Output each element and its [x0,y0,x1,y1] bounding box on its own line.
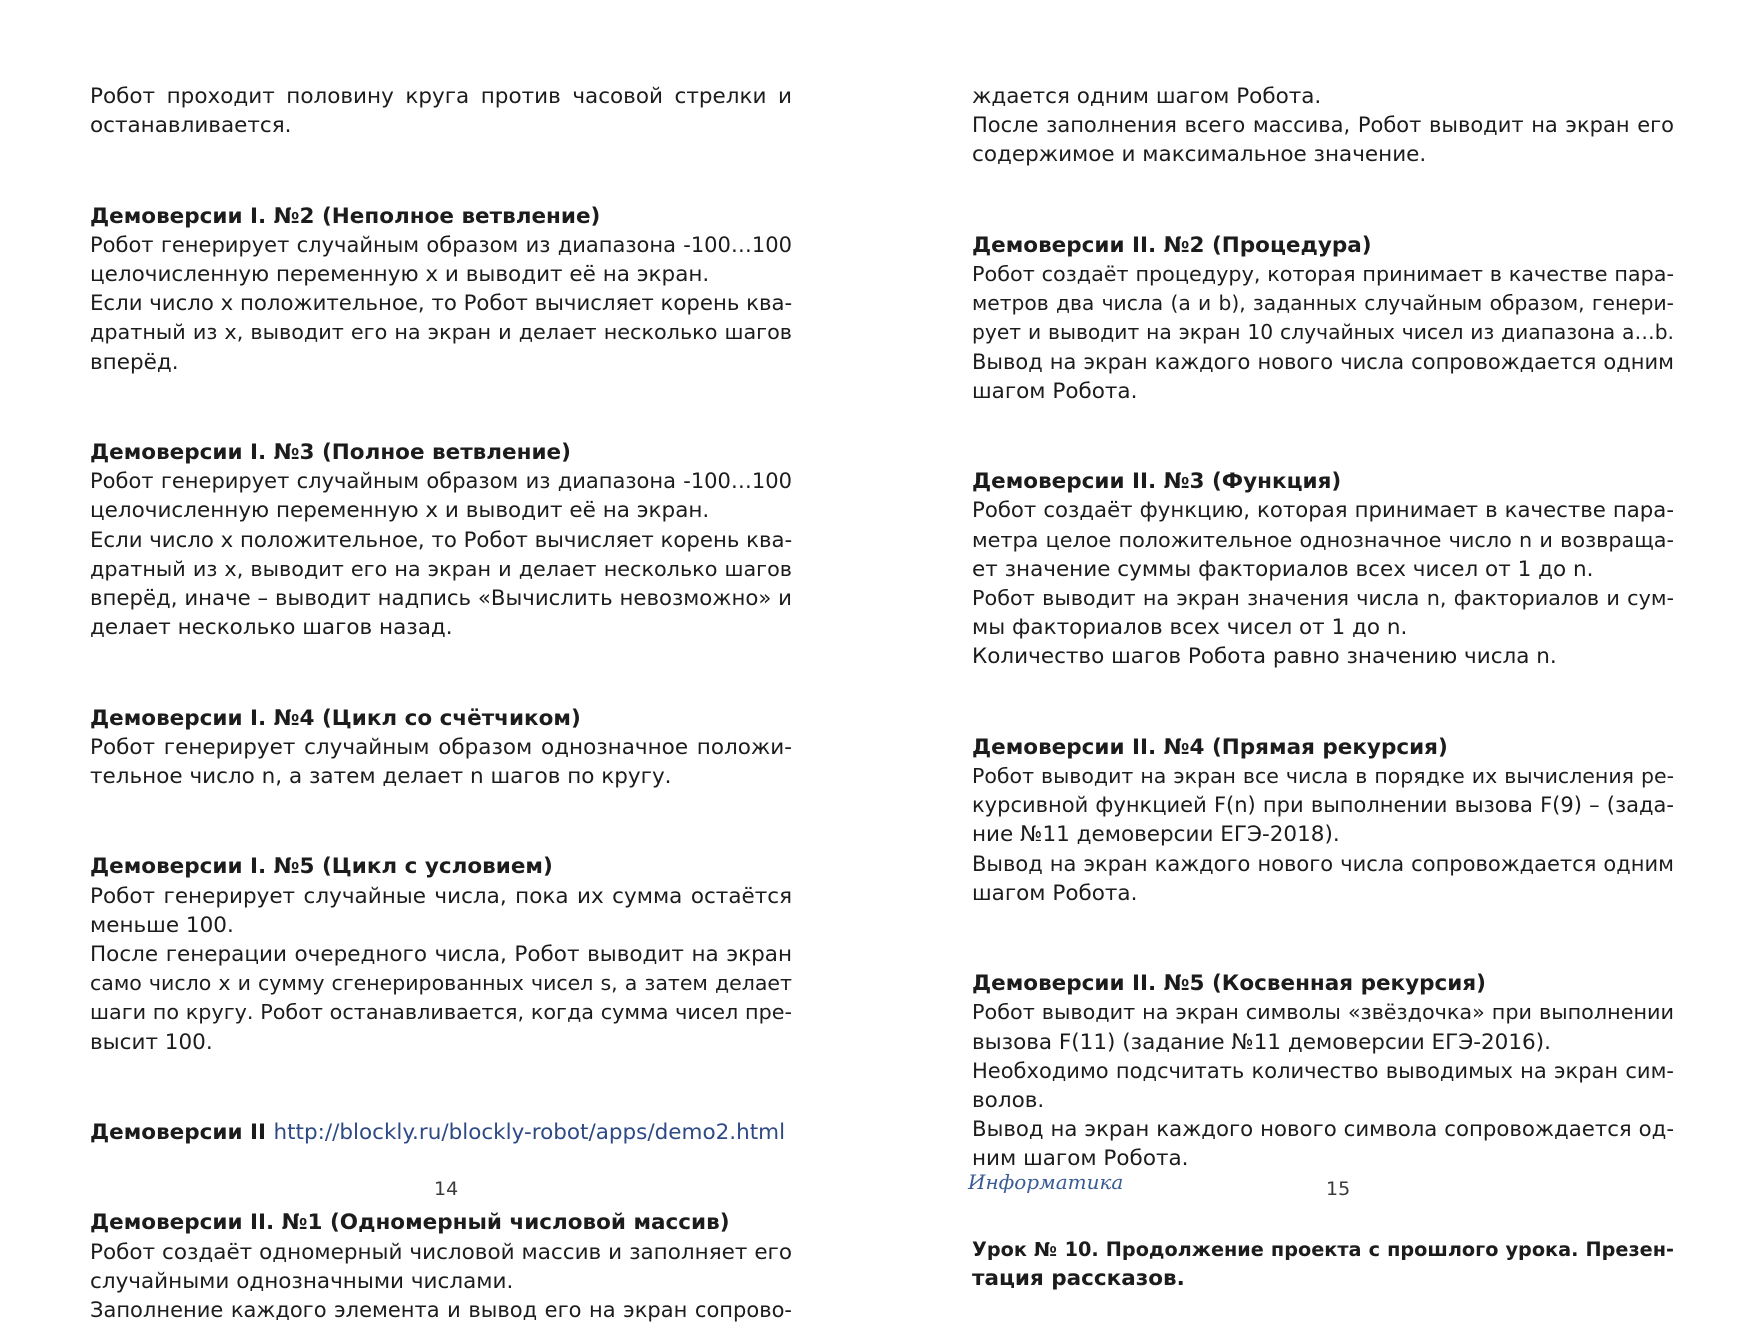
text-line [972,1057,1674,1086]
line-text: вызова F(11) (задание №11 демоверсии ЕГЭ-2016). [972,1029,1551,1055]
paragraph-gap [972,924,1674,953]
text-line [90,969,792,998]
line-text: волов. [972,1088,1045,1114]
line-text: ждается одним шагом Робота. [972,84,1322,109]
section-heading [90,202,792,231]
text-line [972,762,1674,791]
section-heading [972,969,1674,998]
heading-text: Демоверсии II [90,1120,274,1146]
paragraph-gap [972,186,1674,215]
line-text: Робот создаёт функцию, которая принимает в качестве пара- [972,498,1674,524]
line-text: ет значение суммы факториалов всех чисел от 1 до n. [972,556,1594,582]
line-text: высит 100. [90,1029,213,1055]
line-text: тельное число n, а затем делает n шагов по кругу. [90,764,672,790]
text-line [90,496,792,525]
line-text: После заполнения всего массива, Робот выводит на экран его [972,113,1674,138]
line-text: курсивной функцией F(n) при выполнении вызова F(9) – (зада- [972,793,1674,818]
section-heading [972,1264,1674,1293]
section-heading [90,852,792,881]
line-text: Робот создаёт одномерный числовой массив и заполняет его [90,1239,792,1265]
paragraph-gap [90,393,792,422]
text-line [972,260,1674,289]
line-text: шагом Робота. [972,378,1138,404]
line-text: метра целое положительное однозначное число n и возвраща- [972,527,1674,552]
paragraph-gap [972,1190,1674,1219]
text-line [972,1115,1674,1144]
section-heading [972,1235,1674,1264]
line-text: рует и выводит на экран 10 случайных чисел из диапазона a…b. [972,320,1674,345]
section-heading [972,231,1674,260]
text-line [972,791,1674,820]
text-line [90,82,792,111]
text-line [972,82,1674,111]
text-line [972,642,1674,671]
text-line [972,998,1674,1027]
heading-text: Демоверсии II. №3 (Функция) [972,469,1342,495]
text-line [90,1296,792,1325]
line-text: дратный из x, выводит его на экран и делает несколько шагов [90,320,792,345]
text-line [972,377,1674,406]
heading-text: Демоверсии I. №4 (Цикл со счётчиком) [90,705,581,731]
paragraph-gap [90,807,792,836]
line-text: Робот генерирует случайным образом однозначное положи- [90,734,792,760]
line-text: Робот выводит на экран символы «звёздочка» при выполнении [972,1000,1674,1025]
text-line [90,940,792,969]
line-text: дратный из x, выводит его на экран и делает несколько шагов [90,556,792,581]
line-text: мы факториалов всех чисел от 1 до n. [972,615,1408,641]
line-text: вперёд, иначе – выводит надпись «Вычислить невозможно» и [90,586,792,612]
heading-text: Демоверсии I. №3 (Полное ветвление) [90,440,571,465]
line-text: Робот генерирует случайные числа, пока их сумма остаётся [90,883,792,909]
line-text: Вывод на экран каждого нового числа сопровождается одним [972,851,1674,876]
text-line [972,555,1674,584]
text-line [972,140,1674,169]
line-text: Робот выводит на экран все числа в порядке их вычисления ре- [972,764,1674,789]
line-text: само число x и сумму сгенерированных чисел s, а затем делает [90,971,792,996]
line-text: шагом Робота. [972,880,1138,906]
line-text: случайными однозначными числами. [90,1268,514,1294]
text-line [90,1267,792,1296]
page-number-right: 15 [1326,1178,1351,1200]
section-heading [972,733,1674,762]
line-text: Если число x положительное, то Робот вычисляет корень ква- [90,527,793,553]
text-line [972,584,1674,613]
text-line [90,289,792,318]
line-text: Количество шагов Робота равно значению числа n. [972,644,1557,670]
text-line [90,111,792,140]
line-text: целочисленную переменную x и выводит её на экран. [90,498,710,524]
text-line [90,1028,792,1057]
left-page [90,82,792,1325]
heading-text: Демоверсии II. №5 (Косвенная рекурсия) [972,971,1486,997]
line-text: ним шагом Робота. [972,1146,1189,1172]
paragraph-gap [972,688,1674,717]
text-line [972,289,1674,318]
paragraph-gap [90,658,792,687]
line-text: вперёд. [90,349,179,375]
text-line [972,1086,1674,1115]
section-heading [90,704,792,733]
right-page [972,82,1674,1293]
text-line [90,762,792,791]
section-heading [972,467,1674,496]
text-line [972,348,1674,377]
text-line [90,911,792,940]
text-line [90,1238,792,1267]
line-text: останавливается. [90,113,292,139]
text-line [972,526,1674,555]
text-line [90,260,792,289]
text-line [90,231,792,260]
paragraph-gap [972,422,1674,451]
footer-subject: Информатика [968,1170,1124,1194]
line-text: Если число x положительное, то Робот вычисляет корень ква- [90,291,793,317]
text-line [972,879,1674,908]
line-text: После генерации очередного числа, Робот выводит на экран [90,942,792,968]
line-text: Робот генерирует случайным образом из диапазона -100…100 [90,232,792,257]
line-text: Робот создаёт процедуру, которая принимает в качестве пара- [972,262,1674,286]
text-line [90,467,792,496]
text-line [90,348,792,377]
line-text: содержимое и максимальное значение. [972,142,1427,168]
section-heading [90,1118,792,1147]
heading-text: Демоверсии II. №4 (Прямая рекурсия) [972,734,1448,760]
line-text: ние №11 демоверсии ЕГЭ-2018). [972,822,1340,848]
heading-text: Демоверсии I. №2 (Неполное ветвление) [90,203,601,229]
line-text: Робот генерирует случайным образом из диапазона -100…100 [90,469,792,494]
section-heading [90,1208,792,1237]
demo-link[interactable]: http://blockly.ru/blockly-robot/apps/demo2.html [273,1120,786,1146]
line-text: делает несколько шагов назад. [90,615,453,641]
text-line [90,584,792,613]
line-text: Вывод на экран каждого нового символа сопровождается од- [972,1117,1674,1143]
line-text: целочисленную переменную x и выводит её на экран. [90,262,710,287]
text-line [972,613,1674,642]
paragraph-gap [90,1073,792,1102]
text-line [90,733,792,762]
text-line [90,882,792,911]
line-text: Заполнение каждого элемента и вывод его на экран сопрово- [90,1298,792,1323]
line-text: метров два числа (a и b), заданных случайным образом, генери- [972,291,1674,316]
heading-text: Демоверсии II. №2 (Процедура) [972,232,1372,258]
section-heading [90,438,792,467]
heading-text: тация рассказов. [972,1266,1185,1292]
page-number-left: 14 [434,1178,459,1200]
text-line [972,850,1674,879]
heading-text: Демоверсии I. №5 (Цикл с условием) [90,854,553,880]
text-line [90,526,792,555]
heading-text: Демоверсии II. №1 (Одномерный числовой массив) [90,1210,730,1236]
line-text: Вывод на экран каждого нового числа сопровождается одним [972,349,1674,374]
line-text: Робот выводит на экран значения числа n, факториалов и сум- [972,586,1674,611]
text-line [972,318,1674,347]
line-text: Необходимо подсчитать количество выводимых на экран сим- [972,1058,1674,1083]
line-text: Робот проходит половину круга против часовой стрелки и [90,84,792,109]
text-line [90,318,792,347]
text-line [90,613,792,642]
paragraph-gap [90,156,792,185]
text-line [972,820,1674,849]
heading-text: Урок № 10. Продолжение проекта с прошлого урока. Презен- [972,1237,1674,1261]
text-line [972,111,1674,140]
text-line [90,998,792,1027]
text-line [972,1028,1674,1057]
line-text: шаги по кругу. Робот останавливается, когда сумма чисел пре- [90,1000,792,1025]
line-text: меньше 100. [90,912,234,938]
text-line [972,496,1674,525]
text-line [90,555,792,584]
